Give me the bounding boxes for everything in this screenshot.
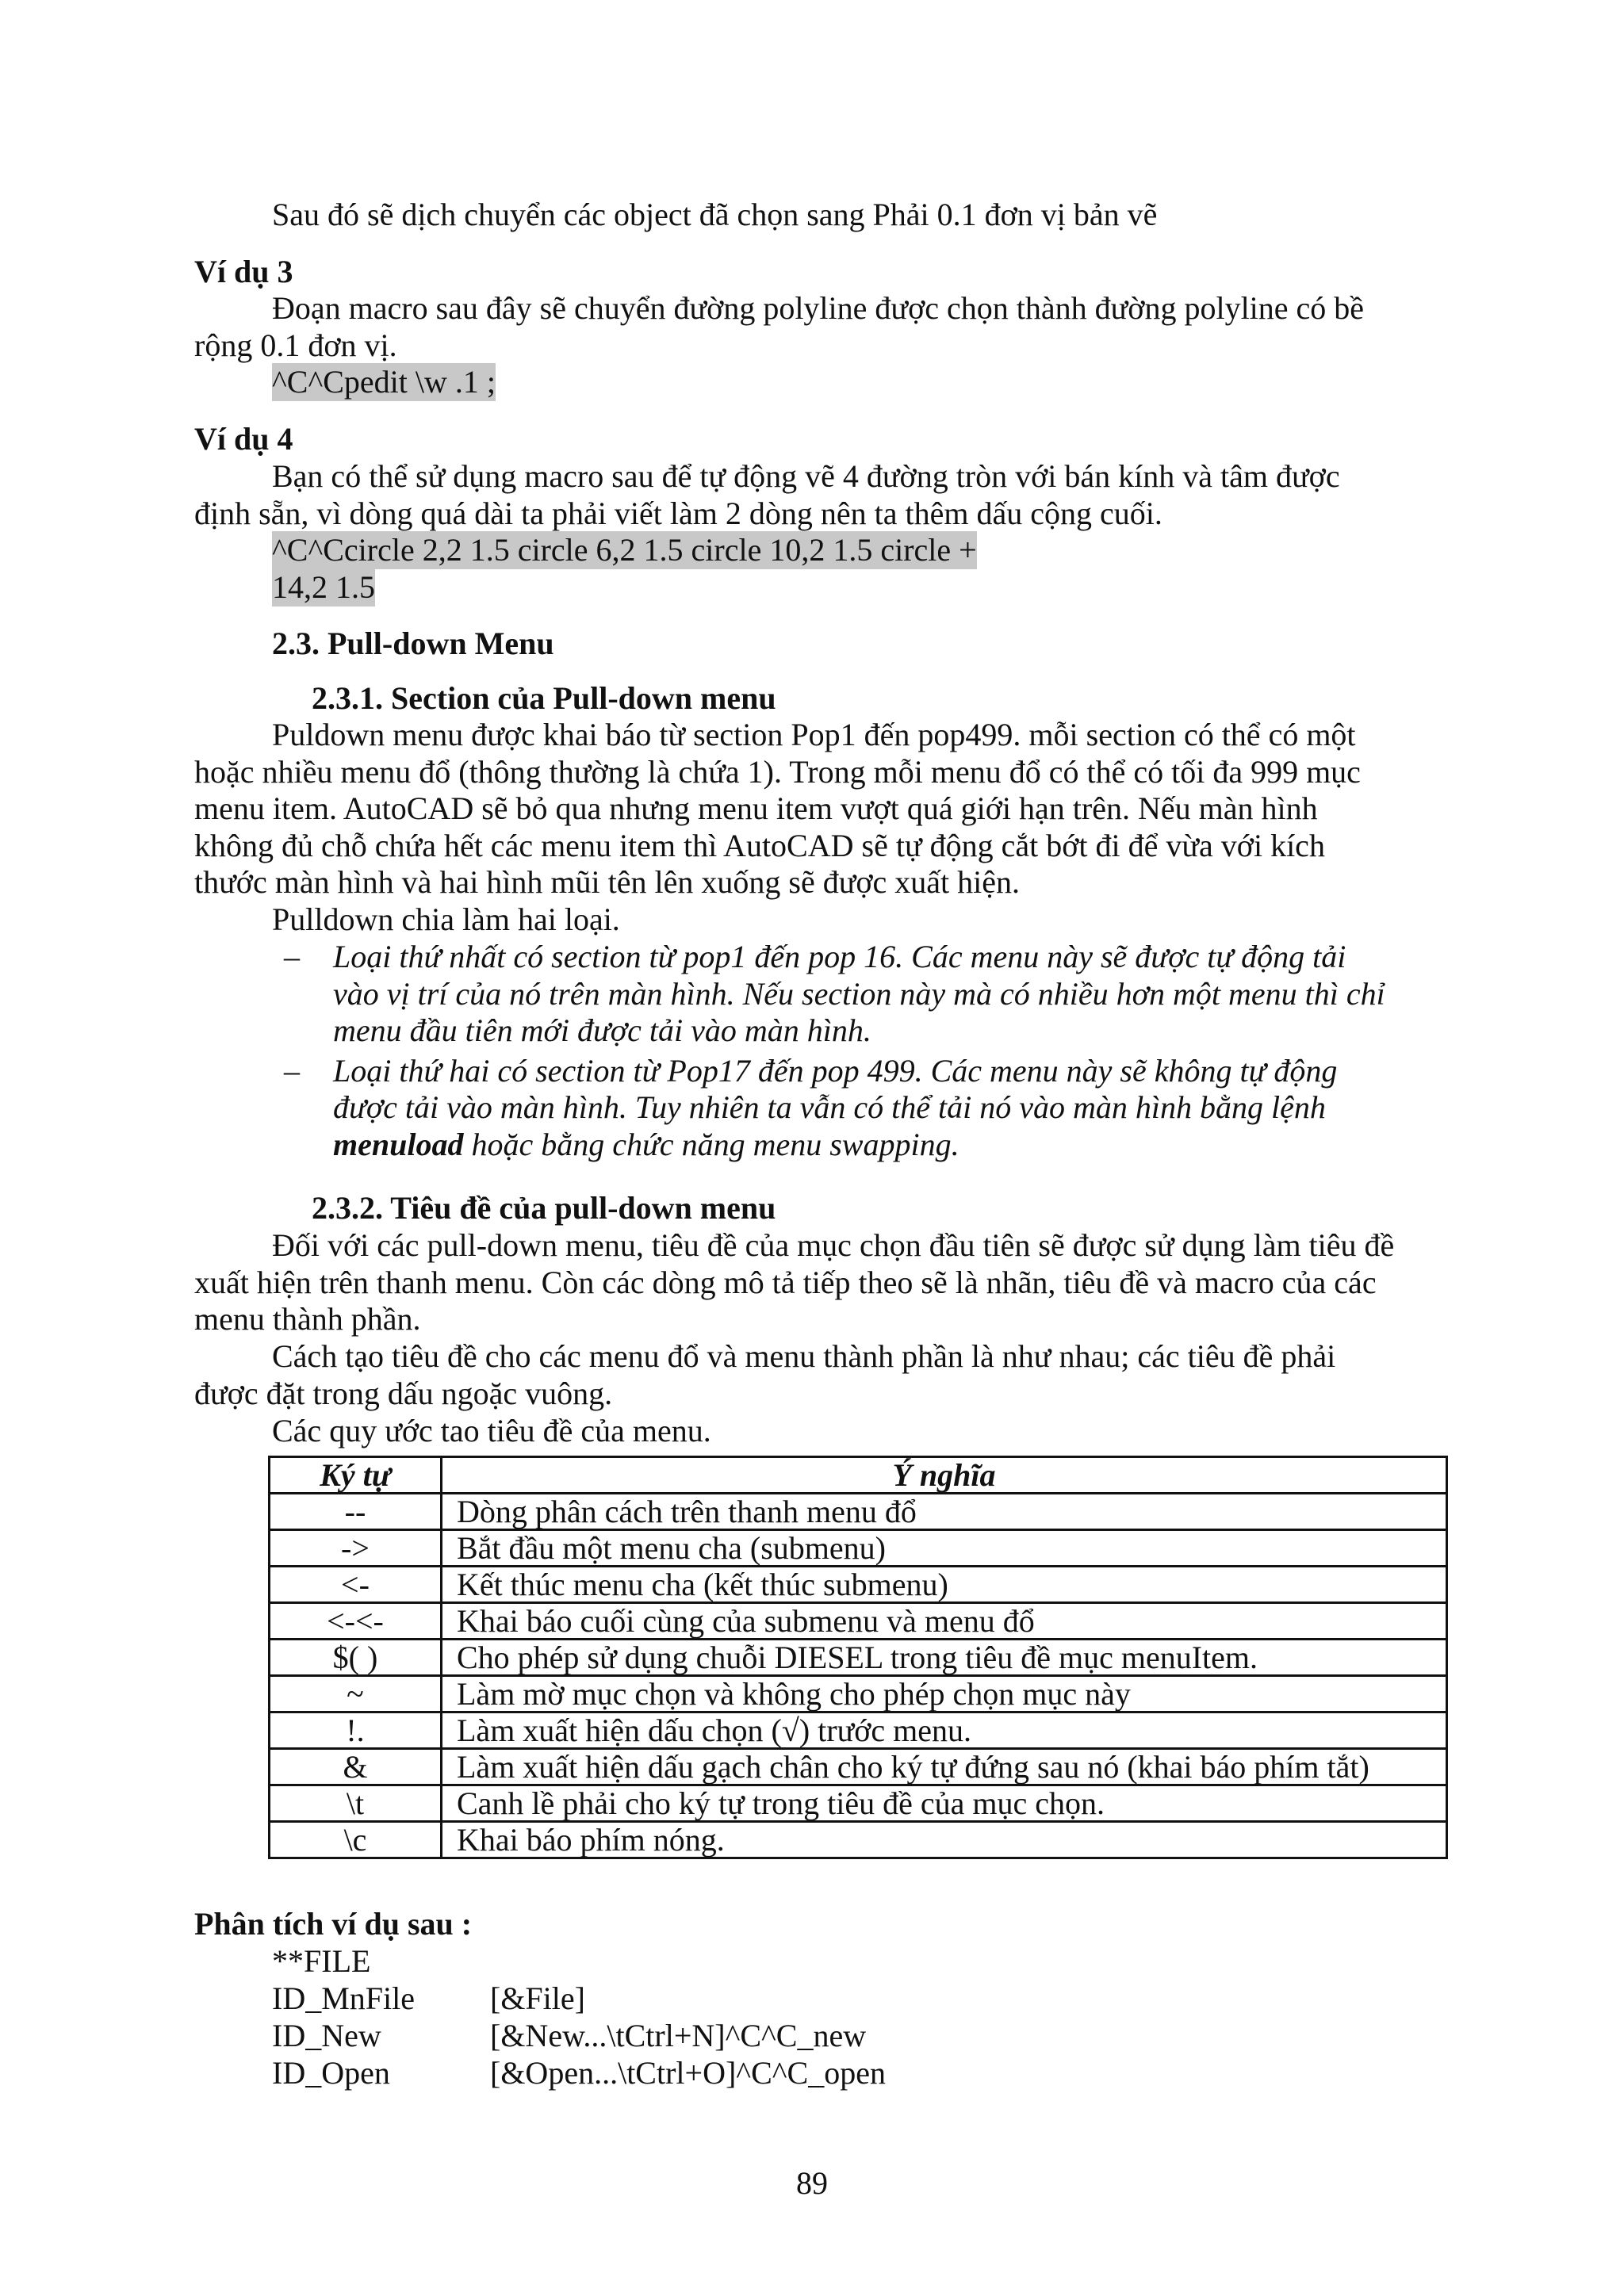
bullet-dash: – — [284, 1053, 300, 1089]
bullet2-line3-rest: hoặc bằng chức năng menu swapping. — [463, 1127, 959, 1162]
section-2-3-1-para-line: menu item. AutoCAD sẽ bỏ qua nhưng menu item vượt quá giới hạn trên. Nếu màn hình — [194, 790, 1318, 826]
code-value: [&File] — [490, 1980, 585, 2016]
example3-code: ^C^Cpedit \w .1 ; — [272, 364, 496, 400]
example3-line1: Đoạn macro sau đây sẽ chuyển đường polyline được chọn thành đường polyline có bề — [272, 290, 1365, 326]
table-header-row — [270, 1457, 1447, 1494]
symbol-cell: <- — [270, 1567, 442, 1603]
symbol-cell: $( ) — [270, 1640, 442, 1676]
code-value: [&Open...\tCtrl+O]^C^C_open — [490, 2055, 886, 2091]
table-row — [270, 1640, 1447, 1676]
bullet-dash: – — [284, 939, 300, 974]
page-number: 89 — [796, 2165, 828, 2201]
example4-code-line1: ^C^Ccircle 2,2 1.5 circle 6,2 1.5 circle 10,2 1.5 circle + — [272, 532, 977, 568]
meaning-cell: Khai báo cuối cùng của submenu và menu đổ — [442, 1603, 1447, 1640]
bullet1-line: vào vị trí của nó trên màn hình. Nếu section này mà có nhiều hơn một menu thì chỉ — [333, 976, 1385, 1012]
example4-line2: định sẵn, vì dòng quá dài ta phải viết làm 2 dòng nên ta thêm dấu cộng cuối. — [194, 496, 1162, 531]
section-2-3-1-para-line: thước màn hình và hai hình mũi tên lên xuống sẽ được xuất hiện. — [194, 864, 1021, 900]
code-id: ID_MnFile — [272, 1980, 415, 2016]
meaning-cell: Làm mờ mục chọn và không cho phép chọn mục này — [442, 1676, 1447, 1712]
section-2-3-2-para2-line: được đặt trong dấu ngoặc vuông. — [194, 1376, 613, 1411]
pulldown-types-intro: Pulldown chia làm hai loại. — [272, 901, 620, 937]
symbol-cell: & — [270, 1749, 442, 1785]
code-id: ID_Open — [272, 2055, 390, 2091]
meaning-cell: Làm xuất hiện dấu gạch chân cho ký tự đứng sau nó (khai báo phím tắt) — [442, 1749, 1447, 1785]
example4-line1: Bạn có thể sử dụng macro sau để tự động vẽ 4 đường tròn với bán kính và tâm được — [272, 458, 1340, 494]
symbol-cell: \t — [270, 1785, 442, 1822]
table-row — [270, 1567, 1447, 1603]
meaning-cell: Dòng phân cách trên thanh menu đổ — [442, 1494, 1447, 1530]
meaning-cell: Làm xuất hiện dấu chọn (√) trước menu. — [442, 1712, 1447, 1749]
section-2-3-2-para-line: Đối với các pull-down menu, tiêu đề của mục chọn đầu tiên sẽ được sử dụng làm tiêu đề — [272, 1227, 1395, 1263]
bullet1-line: menu đầu tiên mới được tải vào màn hình. — [333, 1012, 871, 1048]
meaning-cell: Cho phép sử dụng chuỗi DIESEL trong tiêu đề mục menuItem. — [442, 1640, 1447, 1676]
table-header-symbol: Ký tự — [270, 1457, 442, 1494]
table-row — [270, 1822, 1447, 1858]
code-id: ID_New — [272, 2018, 381, 2053]
meaning-cell: Kết thúc menu cha (kết thúc submenu) — [442, 1567, 1447, 1603]
symbol-cell: !. — [270, 1712, 442, 1749]
table-row — [270, 1712, 1447, 1749]
section-2-3-title: 2.3. Pull-down Menu — [272, 626, 554, 661]
bullet2-line: được tải vào màn hình. Tuy nhiên ta vẫn có thể tải nó vào màn hình bằng lệnh — [333, 1089, 1326, 1125]
section-2-3-1-para-line: Puldown menu được khai báo từ section Pop1 đến pop499. mỗi section có thể có một — [272, 717, 1356, 752]
code-value: [&New...\tCtrl+N]^C^C_new — [490, 2018, 867, 2053]
example3-heading: Ví dụ 3 — [194, 254, 293, 289]
meaning-cell: Canh lề phải cho ký tự trong tiêu đề của mục chọn. — [442, 1785, 1447, 1822]
table-row — [270, 1676, 1447, 1712]
section-2-3-1-para-line: hoặc nhiều menu đổ (thông thường là chứa 1). Trong mỗi menu đổ có thể có tối đa 999 mục — [194, 754, 1361, 790]
table-row — [270, 1603, 1447, 1640]
analysis-heading: Phân tích ví dụ sau : — [194, 1906, 473, 1942]
symbol-cell: \c — [270, 1822, 442, 1858]
conventions-intro: Các quy ước tao tiêu đề của menu. — [272, 1413, 711, 1448]
example4-code-line2: 14,2 1.5 — [272, 569, 375, 605]
symbol-cell: -- — [270, 1494, 442, 1530]
meaning-cell: Khai báo phím nóng. — [442, 1822, 1447, 1858]
bullet2-line: Loại thứ hai có section từ Pop17 đến pop 499. Các menu này sẽ không tự động — [333, 1053, 1338, 1089]
section-2-3-1-title: 2.3.1. Section của Pull-down menu — [312, 680, 776, 716]
intro-line: Sau đó sẽ dịch chuyển các object đã chọn sang Phải 0.1 đơn vị bản vẽ — [272, 197, 1158, 232]
bullet2-line3 — [333, 1126, 959, 1164]
table-header-meaning: Ý nghĩa — [442, 1457, 1447, 1494]
symbol-cell: -> — [270, 1530, 442, 1567]
symbol-cell: ~ — [270, 1676, 442, 1712]
section-2-3-2-para-line: xuất hiện trên thanh menu. Còn các dòng mô tả tiếp theo sẽ là nhãn, tiêu đề và macro của các — [194, 1265, 1377, 1300]
table-row — [270, 1749, 1447, 1785]
code-file-line: **FILE — [272, 1943, 371, 1979]
menuload-keyword: menuload — [333, 1127, 464, 1162]
table-row — [270, 1494, 1447, 1530]
meaning-cell: Bắt đầu một menu cha (submenu) — [442, 1530, 1447, 1567]
menu-title-conventions-table — [268, 1456, 1448, 1859]
section-2-3-2-title: 2.3.2. Tiêu đề của pull-down menu — [312, 1190, 776, 1226]
example3-line2: rộng 0.1 đơn vị. — [194, 327, 397, 363]
bullet1-line: Loại thứ nhất có section từ pop1 đến pop 16. Các menu này sẽ được tự động tải — [333, 939, 1346, 974]
table-row — [270, 1530, 1447, 1567]
example4-heading: Ví dụ 4 — [194, 421, 293, 457]
table-row — [270, 1785, 1447, 1822]
symbol-cell: <-<- — [270, 1603, 442, 1640]
section-2-3-2-para-line: menu thành phần. — [194, 1301, 421, 1337]
section-2-3-1-para-line: không đủ chỗ chứa hết các menu item thì AutoCAD sẽ tự động cắt bớt đi để vừa với kích — [194, 828, 1325, 863]
section-2-3-2-para2-line: Cách tạo tiêu đề cho các menu đổ và menu thành phần là như nhau; các tiêu đề phải — [272, 1338, 1336, 1374]
